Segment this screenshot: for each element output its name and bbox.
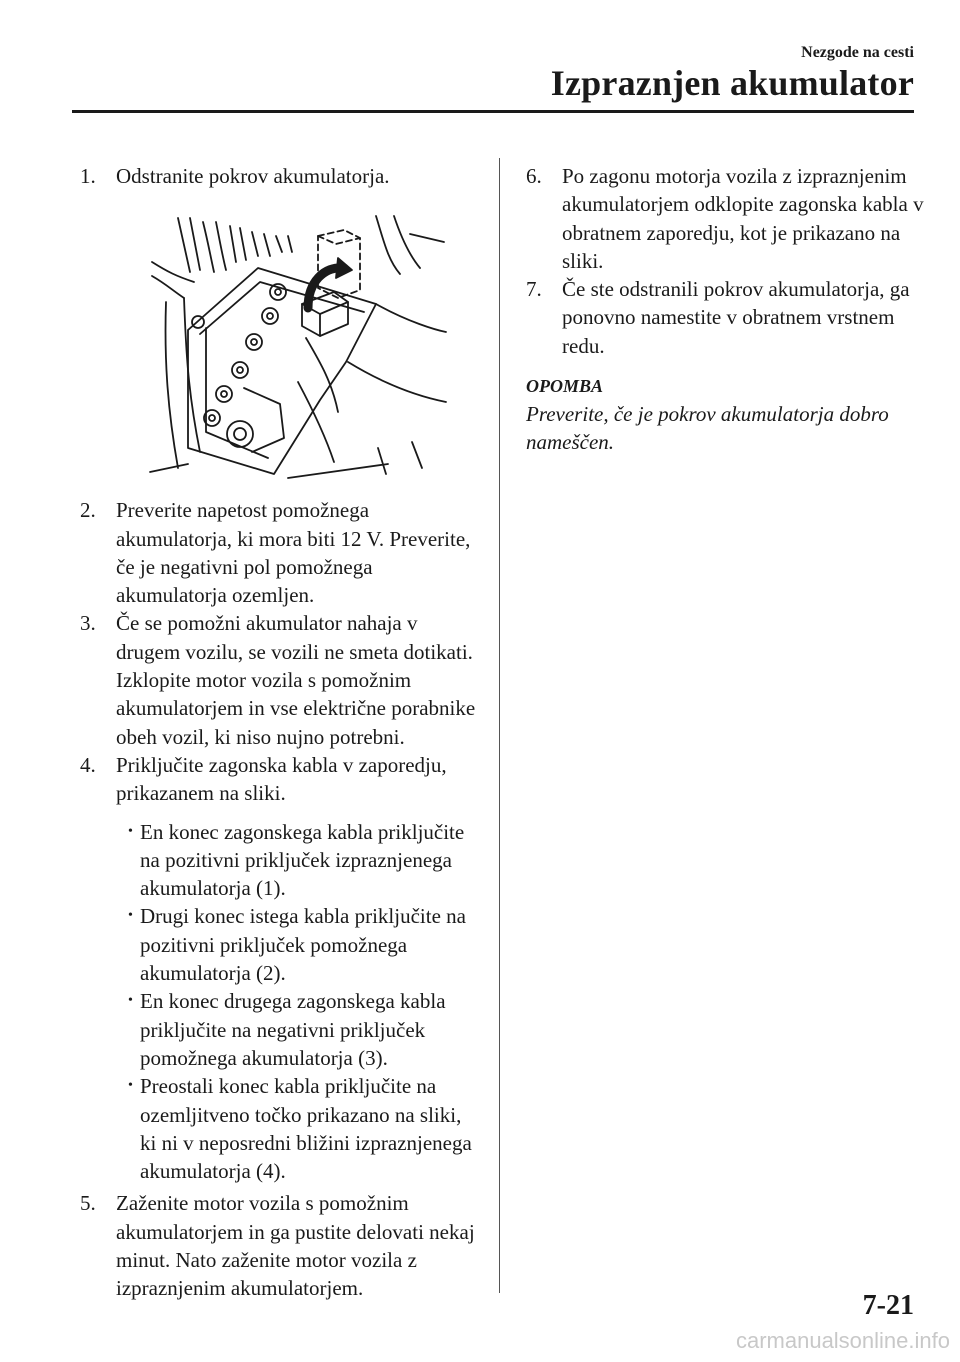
header-rule [72,110,914,113]
step-text: Priključite zagonska kabla v zaporedju, prikazanem na sliki. [116,752,447,806]
section-label: Nezgode na cesti [801,44,914,61]
bullet-dot-icon: • [128,993,133,1009]
step-text: Če ste odstranili pokrov akumulatorja, ga ponovno namestite v obratnem vrstnem redu. [562,277,910,358]
step-4 [80,751,480,808]
note-text: Preverite, če je pokrov akumulatorja dobro nameščen. [526,402,889,455]
step-1 [80,162,480,190]
step-text: Preverite napetost pomožnega akumulatorja, ki mora biti 12 V. Preverite, če je negativni pol pomožnega akumulatorja ozemljen. [116,498,471,608]
list-item-text: Preostali konec kabla priključite na ozemljitveno točko prikazano na sliki, ki ni v neposredni bližini izpraznjenega akumulatorja (4). [140,1074,472,1184]
step-text: Zaženite motor vozila s pomožnim akumulatorjem in ga pustite delovati nekaj minut. Nato zaženite motor vozila z izpraznjenim akumulatorjem. [116,1191,475,1301]
list-item [128,902,480,987]
step-number: 7. [526,277,542,302]
step-2 [80,496,480,609]
step-number: 6. [526,164,542,188]
step-number: 1. [80,164,96,188]
step-number: 2. [80,498,96,523]
column-divider [499,158,500,1293]
page-title: Izpraznjen akumulator [550,63,914,103]
right-column [526,162,926,457]
cable-connection-list [128,818,480,1186]
step-number: 5. [80,1191,96,1216]
note-heading: OPOMBA [526,376,604,397]
step-text: Odstranite pokrov akumulatorja. [116,164,390,188]
battery-cover-removal-icon [148,212,448,484]
step-3 [80,609,480,750]
list-item-text: Drugi konec istega kabla priključite na pozitivni priključek pomožnega akumulatorja (2). [140,904,466,986]
step-text: Če se pomožni akumulator nahaja v drugem vozilu, se vozili ne smeta dotikati. Izklopite motor vozila s pomožnim akumulatorjem in vse električne porabnike obeh vozil, ki niso nujno potrebni. [116,611,476,749]
list-item-text: En konec zagonskega kabla priključite na pozitivni priključek izpraznjenega akumulatorja (1). [140,819,465,901]
bullet-dot-icon: • [128,908,133,924]
step-6 [526,162,926,275]
bullet-dot-icon: • [128,1078,133,1094]
list-item [128,1072,480,1185]
list-item [128,818,480,903]
left-column [80,162,480,1303]
bullet-dot-icon: • [128,823,133,839]
step-7 [526,275,926,360]
step-number: 3. [80,611,96,636]
step-5 [80,1189,480,1302]
list-item-text: En konec drugega zagonskega kabla priključite na negativni priključek pomožnega akumulatorja (3). [140,989,446,1070]
watermark: carmanualsonline.info [735,1328,950,1353]
page-number: 7-21 [862,1290,914,1321]
list-item [128,987,480,1072]
step-number: 4. [80,752,96,777]
step-text: Po zagonu motorja vozila z izpraznjenim akumulatorjem odklopite zagonska kabla v obratnem zaporedju, kot je prikazano na sliki. [562,164,924,273]
